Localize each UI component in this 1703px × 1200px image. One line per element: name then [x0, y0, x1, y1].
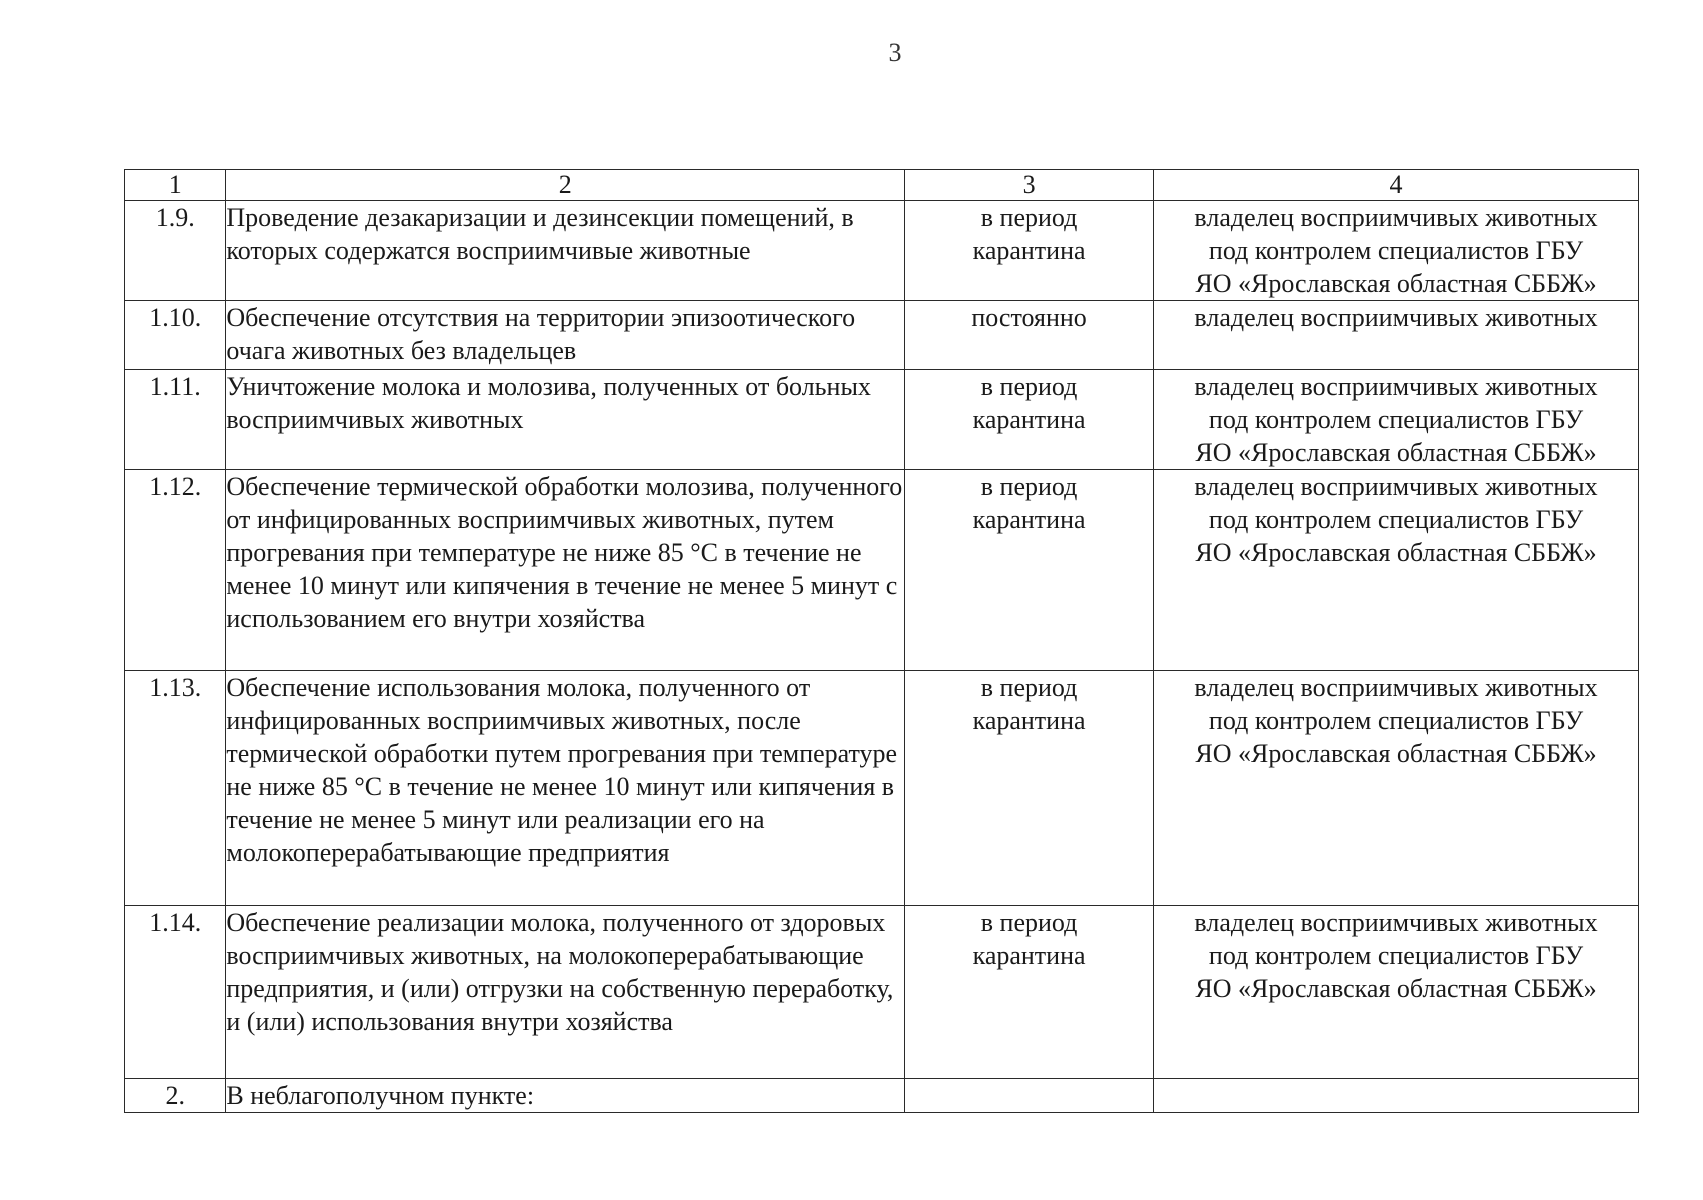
table-row [125, 201, 1639, 301]
row-term: в период карантина [905, 671, 1154, 906]
table-row [125, 470, 1639, 671]
row-term [905, 1079, 1154, 1113]
measures-table [124, 169, 1639, 1113]
row-action: В неблагополучном пункте: [226, 1079, 905, 1113]
header-cell-3: 3 [905, 170, 1154, 201]
table-header-row [125, 170, 1639, 201]
row-term: в период карантина [905, 906, 1154, 1079]
table-row [125, 370, 1639, 470]
table-row [125, 301, 1639, 370]
row-responsible: владелец восприимчивых животных под контролем специалистов ГБУ ЯО «Ярославская областная СББЖ» [1154, 671, 1639, 906]
row-action: Обеспечение использования молока, полученного от инфицированных восприимчивых животных, после термической обработки путем прогревания при температуре не ниже 85 °С в течение не менее 10 минут или кипячения в течение не менее 5 минут или реализации его на молокоперерабатывающие предприятия [226, 671, 905, 906]
row-term: в период карантина [905, 470, 1154, 671]
header-cell-1: 1 [125, 170, 226, 201]
row-action: Обеспечение термической обработки молозива, полученного от инфицированных восприимчивых животных, путем прогревания при температуре не ниже 85 °С в течение не менее 10 минут или кипячения в течение не менее 5 минут с использованием его внутри хозяйства [226, 470, 905, 671]
table-row [125, 906, 1639, 1079]
row-responsible [1154, 1079, 1639, 1113]
row-action: Уничтожение молока и молозива, полученных от больных восприимчивых животных [226, 370, 905, 470]
row-responsible: владелец восприимчивых животных под контролем специалистов ГБУ ЯО «Ярославская областная СББЖ» [1154, 470, 1639, 671]
table-row [125, 1079, 1639, 1113]
row-action: Обеспечение отсутствия на территории эпизоотического очага животных без владельцев [226, 301, 905, 370]
row-responsible: владелец восприимчивых животных под контролем специалистов ГБУ ЯО «Ярославская областная СББЖ» [1154, 201, 1639, 301]
row-responsible: владелец восприимчивых животных [1154, 301, 1639, 370]
row-number: 1.9. [125, 201, 226, 301]
row-action: Проведение дезакаризации и дезинсекции помещений, в которых содержатся восприимчивые животные [226, 201, 905, 301]
row-responsible: владелец восприимчивых животных под контролем специалистов ГБУ ЯО «Ярославская областная СББЖ» [1154, 370, 1639, 470]
row-number: 1.12. [125, 470, 226, 671]
header-cell-2: 2 [226, 170, 905, 201]
row-term: в период карантина [905, 201, 1154, 301]
row-responsible: владелец восприимчивых животных под контролем специалистов ГБУ ЯО «Ярославская областная СББЖ» [1154, 906, 1639, 1079]
row-number: 1.13. [125, 671, 226, 906]
row-number: 1.10. [125, 301, 226, 370]
header-cell-4: 4 [1154, 170, 1639, 201]
row-number: 1.14. [125, 906, 226, 1079]
page-number: 3 [888, 38, 902, 67]
row-action: Обеспечение реализации молока, полученного от здоровых восприимчивых животных, на молокоперерабатывающие предприятия, и (или) отгрузки на собственную переработку, и (или) использования внутри хозяйства [226, 906, 905, 1079]
row-number: 2. [125, 1079, 226, 1113]
row-number: 1.11. [125, 370, 226, 470]
row-term: в период карантина [905, 370, 1154, 470]
table-row [125, 671, 1639, 906]
row-term: постоянно [905, 301, 1154, 370]
